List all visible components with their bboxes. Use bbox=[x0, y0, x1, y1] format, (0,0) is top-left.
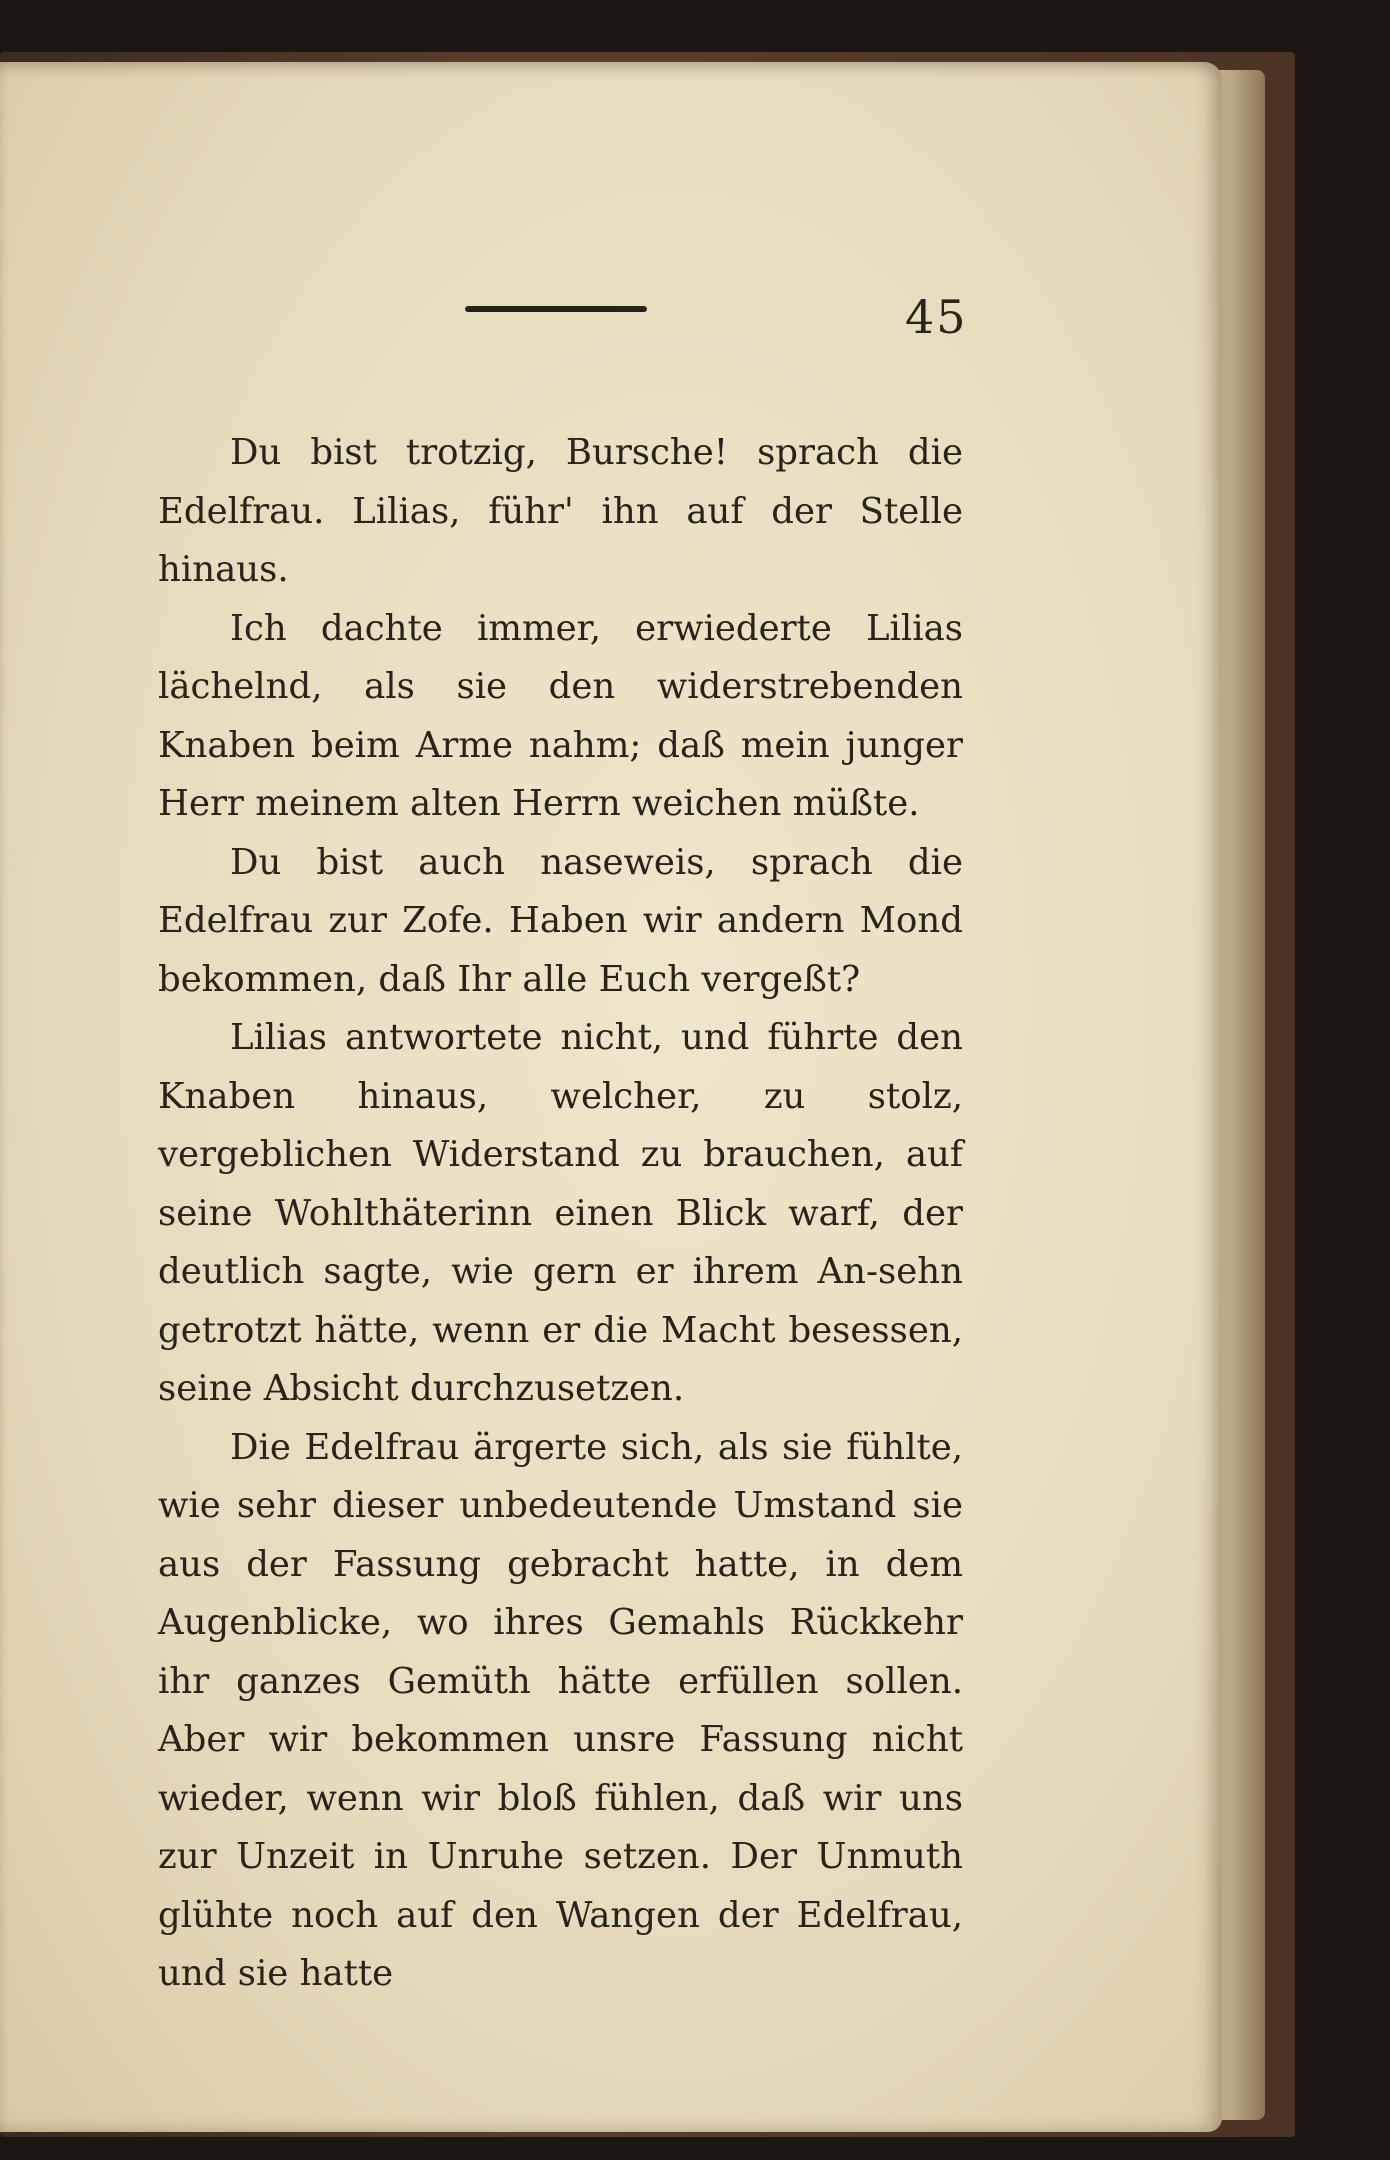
running-head bbox=[0, 62, 1222, 442]
book-page bbox=[0, 62, 1222, 2132]
body-text bbox=[158, 424, 963, 2004]
header-rule bbox=[465, 306, 647, 312]
paragraph-1: Du bist trotzig, Bursche! sprach die Edelfrau. Lilias, führ' ihn auf der Stelle hinaus. bbox=[158, 432, 963, 590]
paragraph-2: Ich dachte immer, erwiederte Lilias lächelnd, als sie den widerstrebenden Knaben beim Arme nahm; daß mein junger Herr meinem alten Herrn weichen müßte. bbox=[158, 607, 963, 824]
page-number: 45 bbox=[905, 290, 968, 344]
paragraph-4: Lilias antwortete nicht, und führte den Knaben hinaus, welcher, zu stolz, vergeblichen Widerstand zu brauchen, auf seine Wohlthäterinn einen Blick warf, der deutlich sagte, wie gern er ihrem An-sehn getrotzt hätte, wenn er die Macht besessen, seine Absicht durchzusetzen. bbox=[158, 1017, 963, 1409]
paragraph-3: Du bist auch naseweis, sprach die Edelfrau zur Zofe. Haben wir andern Mond bekommen, daß Ihr alle Euch vergeßt? bbox=[158, 841, 963, 1000]
paragraph-5: Die Edelfrau ärgerte sich, als sie fühlte, wie sehr dieser unbedeutende Umstand sie aus der Fassung gebracht hatte, in dem Augenblicke, wo ihres Gemahls Rückkehr ihr ganzes Gemüth hätte erfüllen sollen. Aber wir bekommen unsre Fassung nicht wieder, wenn wir bloß fühlen, daß wir uns zur Unzeit in Unruhe setzen. Der Unmuth glühte noch auf den Wangen der Edelfrau, und sie hatte bbox=[158, 1426, 963, 1994]
